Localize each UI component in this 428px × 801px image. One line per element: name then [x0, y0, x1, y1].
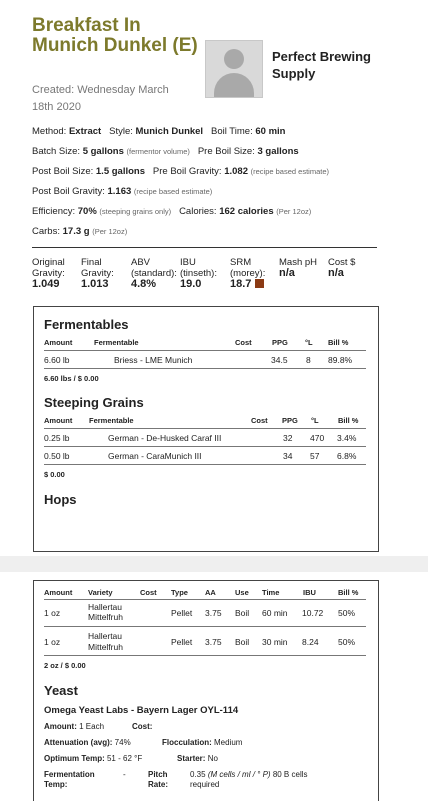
avatar-head-icon [224, 49, 244, 69]
divider [32, 247, 377, 248]
col-amount: Amount [44, 416, 73, 425]
row-type: Pellet [171, 637, 193, 647]
batch-value: 5 gallons [82, 146, 124, 157]
cost-label: Cost $ [328, 257, 356, 268]
method-value: Extract [68, 126, 102, 137]
row-bill: 3.4% [337, 433, 357, 443]
yeast-cost-label: Cost: [132, 722, 153, 731]
row-name: Briess - LME Munich [114, 355, 193, 365]
yeast-attenuation-value: 74% [114, 738, 131, 747]
yeast-optimum-temp-row [44, 754, 142, 764]
stat-mash-ph [279, 257, 317, 279]
yeast-amount-row [44, 722, 104, 732]
row-ibu: 10.72 [302, 608, 324, 618]
avatar [205, 40, 263, 98]
ibu-label: IBU [180, 257, 196, 268]
og-label-2: Gravity: [32, 268, 65, 279]
meta-line-batch [32, 146, 299, 157]
hops-total: 2 oz / $ 0.00 [44, 661, 86, 670]
yeast-fermentation-temp-label: Fermentation Temp: [44, 770, 95, 789]
row-lovibond: 57 [310, 451, 320, 461]
col-amount: Amount [44, 588, 73, 597]
col-cost: Cost [140, 588, 157, 597]
col-bill: Bill % [328, 338, 349, 347]
stat-abv [131, 257, 177, 290]
style-value: Munich Dunkel [135, 126, 204, 137]
srm-color-swatch [255, 279, 264, 288]
carbs-note: (Per 12oz) [92, 227, 128, 236]
pitch-unit: (M cells / ml / ° P) [207, 770, 271, 779]
yeast-pitch-rate-value [190, 770, 308, 790]
fermentables-total: 6.60 lbs / $ 0.00 [44, 374, 99, 383]
avatar-body-icon [214, 73, 254, 98]
row-amount: 1 oz [44, 608, 61, 618]
srm-label: SRM [230, 257, 252, 268]
yeast-flocculation-value: Medium [214, 738, 243, 747]
carbs-label: Carbs: [32, 226, 60, 237]
ingredients-panel [33, 306, 379, 552]
row-name: German - De-Husked Caraf III [108, 433, 222, 443]
row-variety-2: Mittelfruh [88, 642, 123, 652]
ibu-label-2: (tinseth): [180, 268, 217, 279]
yeast-optimum-temp-value: 51 - 62 °F [106, 754, 143, 763]
row-aa: 3.75 [205, 608, 222, 618]
fermentables-title: Fermentables [44, 317, 129, 332]
mash-ph-label: Mash pH [279, 257, 318, 268]
post-boil-size-label: Post Boil Size: [32, 166, 94, 177]
ibu-value: 19.0 [180, 278, 202, 290]
col-bill: Bill % [338, 588, 359, 597]
row-ppg: 34 [283, 451, 293, 461]
row-bill: 50% [338, 608, 356, 618]
created-date: Created: Wednesday March 18th 2020 [32, 84, 169, 113]
efficiency-note: (steeping grains only) [99, 207, 172, 216]
row-rule [44, 368, 366, 369]
col-lovibond: °L [305, 338, 313, 347]
efficiency-label: Efficiency: [32, 206, 76, 217]
steeping-title: Steeping Grains [44, 395, 144, 410]
srm-value: 18.7 [230, 278, 252, 290]
col-ppg: PPG [272, 338, 288, 347]
boil-time-label: Boil Time: [211, 126, 253, 137]
col-cost: Cost [251, 416, 268, 425]
row-use: Boil [235, 608, 250, 618]
col-time: Time [262, 588, 280, 597]
yeast-amount-value: 1 Each [79, 722, 105, 731]
header-rule [44, 428, 366, 429]
steeping-total: $ 0.00 [44, 470, 65, 479]
post-boil-size-value: 1.5 gallons [95, 166, 145, 177]
style-label: Style: [109, 126, 133, 137]
row-bill: 6.8% [337, 451, 357, 461]
brand-name: Perfect Brewing Supply [272, 49, 371, 81]
pre-boil-gravity-note: (recipe based estimate) [250, 167, 329, 176]
hops-title: Hops [44, 492, 77, 507]
stat-ibu [180, 257, 217, 290]
yeast-starter-value: No [207, 754, 218, 763]
stat-final-gravity [81, 257, 114, 290]
row-ppg: 32 [283, 433, 293, 443]
col-aa: AA [205, 588, 216, 597]
meta-line-method [32, 126, 285, 137]
fg-label-2: Gravity: [81, 268, 114, 279]
abv-value: 4.8% [131, 278, 157, 290]
pre-boil-size-value: 3 gallons [257, 146, 299, 157]
row-ppg: 34.5 [271, 355, 288, 365]
row-ibu: 8.24 [302, 637, 319, 647]
yeast-flocculation-row [162, 738, 242, 748]
meta-line-carbs [32, 226, 127, 237]
col-fermentable: Fermentable [94, 338, 139, 347]
calories-value: 162 calories [219, 206, 274, 217]
row-amount: 6.60 lb [44, 355, 70, 365]
yeast-name: Omega Yeast Labs - Bayern Lager OYL-114 [44, 705, 239, 716]
carbs-value: 17.3 g [62, 226, 90, 237]
yeast-amount-label: Amount: [44, 722, 77, 731]
post-boil-gravity-label: Post Boil Gravity: [32, 186, 105, 197]
yeast-starter-row [177, 754, 218, 764]
batch-note: (fermentor volume) [126, 147, 190, 156]
stat-srm [230, 257, 265, 290]
og-value: 1.049 [32, 278, 60, 290]
header-rule [44, 599, 366, 600]
row-aa: 3.75 [205, 637, 222, 647]
abv-label-2: (standard): [131, 268, 177, 279]
boil-time-value: 60 min [255, 126, 286, 137]
row-rule [44, 655, 366, 656]
yeast-starter-label: Starter: [177, 754, 206, 763]
row-variety: Hallertau [88, 602, 123, 612]
calories-label: Calories: [179, 206, 217, 217]
col-ibu: IBU [303, 588, 316, 597]
row-use: Boil [235, 637, 250, 647]
col-bill: Bill % [338, 416, 359, 425]
method-label: Method: [32, 126, 67, 137]
col-amount: Amount [44, 338, 73, 347]
row-rule [44, 446, 366, 447]
mash-ph-value: n/a [279, 267, 295, 279]
pre-boil-gravity-value: 1.082 [224, 166, 248, 177]
yeast-flocculation-label: Flocculation: [162, 738, 212, 747]
col-use: Use [235, 588, 249, 597]
fg-value: 1.013 [81, 278, 109, 290]
cost-value: n/a [328, 267, 344, 279]
row-variety-2: Mittelfruh [88, 612, 123, 622]
og-label: Original [32, 257, 65, 268]
meta-line-post-boil [32, 166, 329, 177]
row-bill: 89.8% [328, 355, 353, 365]
col-type: Type [171, 588, 188, 597]
row-amount: 0.25 lb [44, 433, 70, 443]
col-ppg: PPG [282, 416, 298, 425]
pre-boil-gravity-label: Pre Boil Gravity: [152, 166, 222, 177]
post-boil-gravity-value: 1.163 [107, 186, 132, 197]
meta-line-efficiency [32, 206, 311, 217]
row-amount: 0.50 lb [44, 451, 70, 461]
recipe-title: Breakfast In Munich Dunkel (E) [32, 15, 198, 56]
col-fermentable: Fermentable [89, 416, 134, 425]
stat-cost [328, 257, 355, 279]
row-amount: 1 oz [44, 637, 61, 647]
row-bill: 50% [338, 637, 356, 647]
abv-label: ABV [131, 257, 151, 268]
stat-original-gravity [32, 257, 65, 290]
efficiency-value: 70% [77, 206, 97, 217]
row-time: 60 min [262, 608, 288, 618]
yeast-attenuation-row [44, 738, 131, 748]
row-time: 30 min [262, 637, 288, 647]
col-cost: Cost [235, 338, 252, 347]
pitch-value: 0.35 [190, 770, 206, 779]
col-lovibond: °L [311, 416, 319, 425]
pitch-cells: 80 B cells [272, 770, 308, 779]
yeast-title: Yeast [44, 683, 78, 698]
row-name: German - CaraMunich III [108, 451, 202, 461]
row-variety: Hallertau [88, 631, 123, 641]
meta-line-post-boil-gravity [32, 186, 212, 197]
row-lovibond: 8 [306, 355, 311, 365]
yeast-optimum-temp-label: Optimum Temp: [44, 754, 105, 763]
yeast-pitch-rate-label: Pitch Rate: [148, 770, 169, 789]
row-type: Pellet [171, 608, 193, 618]
srm-label-2: (morey): [230, 268, 266, 279]
row-rule [44, 626, 366, 627]
yeast-attenuation-label: Attenuation (avg): [44, 738, 113, 747]
hops-yeast-panel [33, 580, 379, 801]
row-lovibond: 470 [310, 433, 325, 443]
fg-label: Final [81, 257, 102, 268]
pre-boil-size-label: Pre Boil Size: [197, 146, 255, 157]
page-break [0, 556, 428, 572]
calories-note: (Per 12oz) [276, 207, 312, 216]
pitch-required: required [190, 780, 220, 789]
header-rule [44, 350, 366, 351]
col-variety: Variety [88, 588, 113, 597]
row-rule [44, 464, 366, 465]
post-boil-gravity-note: (recipe based estimate) [133, 187, 213, 196]
batch-label: Batch Size: [32, 146, 81, 157]
yeast-fermentation-temp-value: - [123, 770, 126, 779]
